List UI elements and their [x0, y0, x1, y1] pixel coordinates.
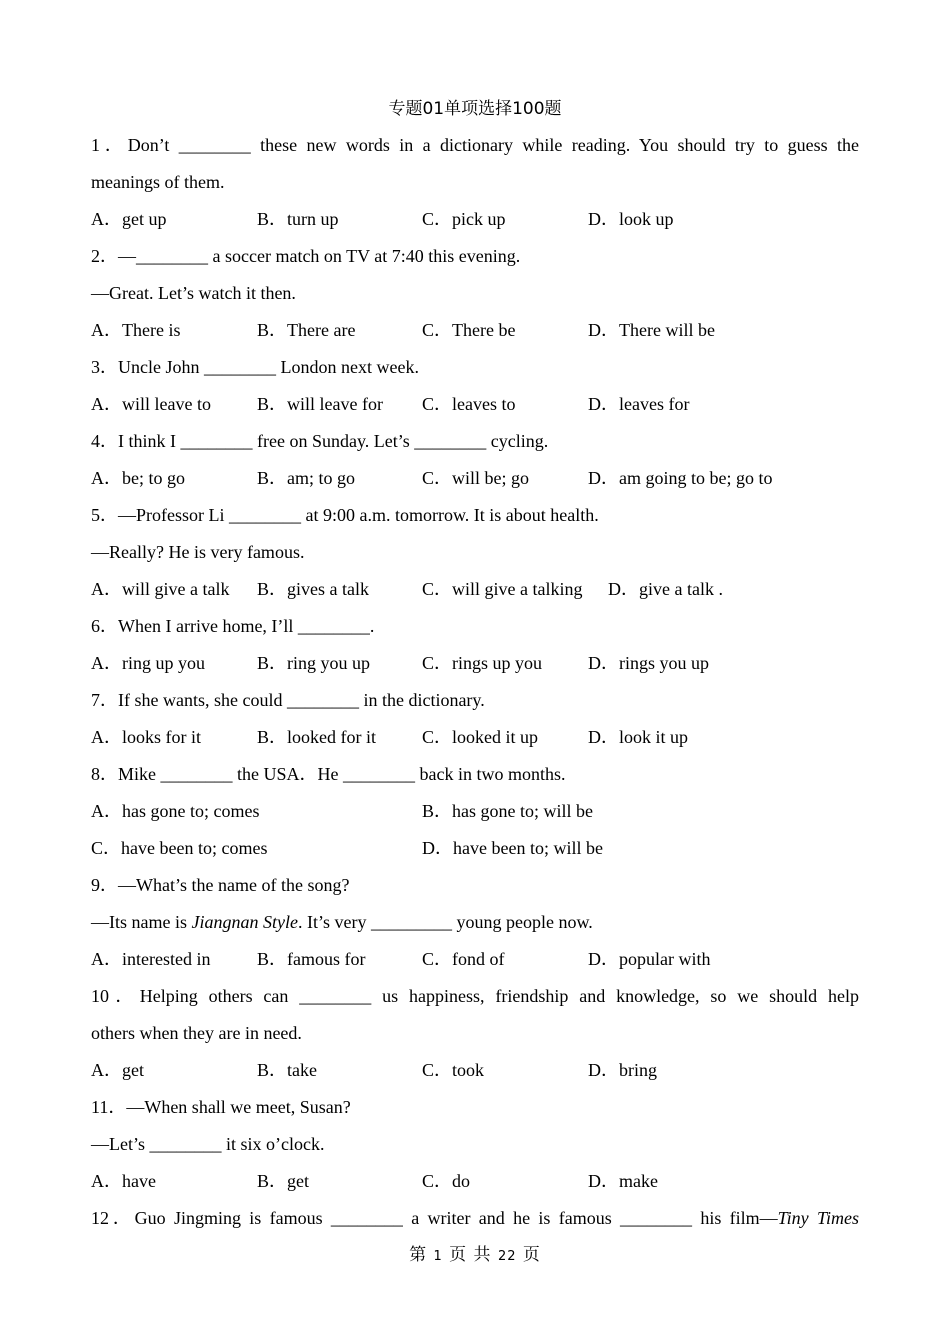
option-b: B．will leave for [257, 394, 383, 414]
footer-pre: 第 [409, 1245, 428, 1265]
option-c: C．looked it up [422, 727, 538, 747]
option-d: D．popular with [588, 949, 711, 969]
question-2-options [91, 317, 859, 343]
question-4-stem: 4．I think I ________ free on Sunday. Let’s ________ cycling. [91, 431, 549, 451]
page-number: 1 [433, 1249, 443, 1264]
question-9-options [91, 946, 859, 972]
option-b: B．There are [257, 320, 356, 340]
option-b: B．take [257, 1060, 317, 1080]
film-title: Tiny Times [777, 1208, 859, 1228]
option-b: B．ring you up [257, 653, 371, 673]
option-b: B．famous for [257, 949, 366, 969]
question-6-options [91, 650, 859, 676]
option-a: A．will leave to [91, 394, 211, 414]
option-d: D．rings you up [588, 653, 709, 673]
option-a: A．will give a talk [91, 579, 230, 599]
question-11-stem: 11．—When shall we meet, Susan? [91, 1097, 351, 1117]
question-5-stem: 5．—Professor Li ________ at 9:00 a.m. tomorrow. It is about health. [91, 505, 599, 525]
question-10-stem-cont: others when they are in need. [91, 1023, 302, 1043]
page-footer [0, 1240, 950, 1265]
question-1-options [91, 206, 859, 232]
footer-mid: 页 共 [449, 1245, 492, 1265]
question-8-options-row2 [91, 835, 859, 861]
option-a: A．interested in [91, 949, 211, 969]
option-c: C．will be; go [422, 468, 529, 488]
option-c: C．have been to; comes [91, 838, 268, 858]
option-c: C．leaves to [422, 394, 516, 414]
footer-post: 页 [522, 1245, 541, 1265]
question-8-options-row1 [91, 798, 859, 824]
option-d: D．leaves for [588, 394, 690, 414]
option-a: A．ring up you [91, 653, 205, 673]
option-a: A．looks for it [91, 727, 201, 747]
option-c: C．do [422, 1171, 471, 1191]
option-c: C．took [422, 1060, 485, 1080]
option-d: D．look up [588, 209, 674, 229]
option-c: C．pick up [422, 209, 506, 229]
song-title: Jiangnan Style [191, 912, 298, 932]
question-4-options [91, 465, 859, 491]
stem-text: 12．Guo Jingming is famous ________ a writer and he is famous ________ his film— [91, 1208, 778, 1228]
option-d: D．look it up [588, 727, 689, 747]
question-9-reply [91, 909, 859, 935]
question-12-stem [91, 1205, 859, 1231]
option-d: D．am going to be; go to [588, 468, 773, 488]
question-9-stem: 9．—What’s the name of the song? [91, 875, 350, 895]
question-11-reply: —Let’s ________ it six o’clock. [91, 1134, 325, 1154]
question-10-options [91, 1057, 859, 1083]
option-c: C．will give a talking [422, 579, 583, 599]
question-6-stem: 6．When I arrive home, I’ll ________. [91, 616, 375, 636]
total-pages: 22 [497, 1249, 517, 1264]
option-b: B．get [257, 1171, 309, 1191]
option-c: C．There be [422, 320, 516, 340]
question-5-reply: —Really? He is very famous. [91, 542, 305, 562]
option-a: A．get up [91, 209, 167, 229]
option-d: D．give a talk . [608, 579, 723, 599]
question-3-stem: 3．Uncle John ________ London next week. [91, 357, 419, 377]
option-a: A．get [91, 1060, 144, 1080]
option-b: B．looked for it [257, 727, 376, 747]
option-d: D．bring [588, 1060, 657, 1080]
question-7-options [91, 724, 859, 750]
option-a: A．have [91, 1171, 156, 1191]
option-b: B．am; to go [257, 468, 355, 488]
question-1-stem: 1．Don’t ________ these new words in a dictionary while reading. You should try to guess the [91, 135, 859, 155]
option-c: C．fond of [422, 949, 505, 969]
option-d: D．make [588, 1171, 658, 1191]
question-10-stem: 10．Helping others can ________ us happiness, friendship and knowledge, so we should help [91, 986, 859, 1006]
question-8-stem: 8．Mike ________ the USA．He ________ back in two months. [91, 764, 566, 784]
option-b: B．has gone to; will be [422, 801, 593, 821]
option-a: A．be; to go [91, 468, 185, 488]
question-1-stem-cont: meanings of them. [91, 172, 225, 192]
option-a: A．There is [91, 320, 181, 340]
question-3-options [91, 391, 859, 417]
option-d: D．have been to; will be [422, 838, 603, 858]
question-5-options [91, 576, 859, 602]
question-2-stem: 2．—________ a soccer match on TV at 7:40 this evening. [91, 246, 521, 266]
reply-text-post: . It’s very _________ young people now. [297, 912, 593, 932]
question-7-stem: 7．If she wants, she could ________ in the dictionary. [91, 690, 485, 710]
reply-text-pre: —Its name is [91, 912, 192, 932]
question-2-reply: —Great. Let’s watch it then. [91, 283, 296, 303]
option-b: B．gives a talk [257, 579, 369, 599]
option-d: D．There will be [588, 320, 715, 340]
question-11-options [91, 1168, 859, 1194]
option-b: B．turn up [257, 209, 339, 229]
option-c: C．rings up you [422, 653, 543, 673]
option-a: A．has gone to; comes [91, 801, 260, 821]
page-title: 专题01单项选择100题 [388, 99, 562, 119]
